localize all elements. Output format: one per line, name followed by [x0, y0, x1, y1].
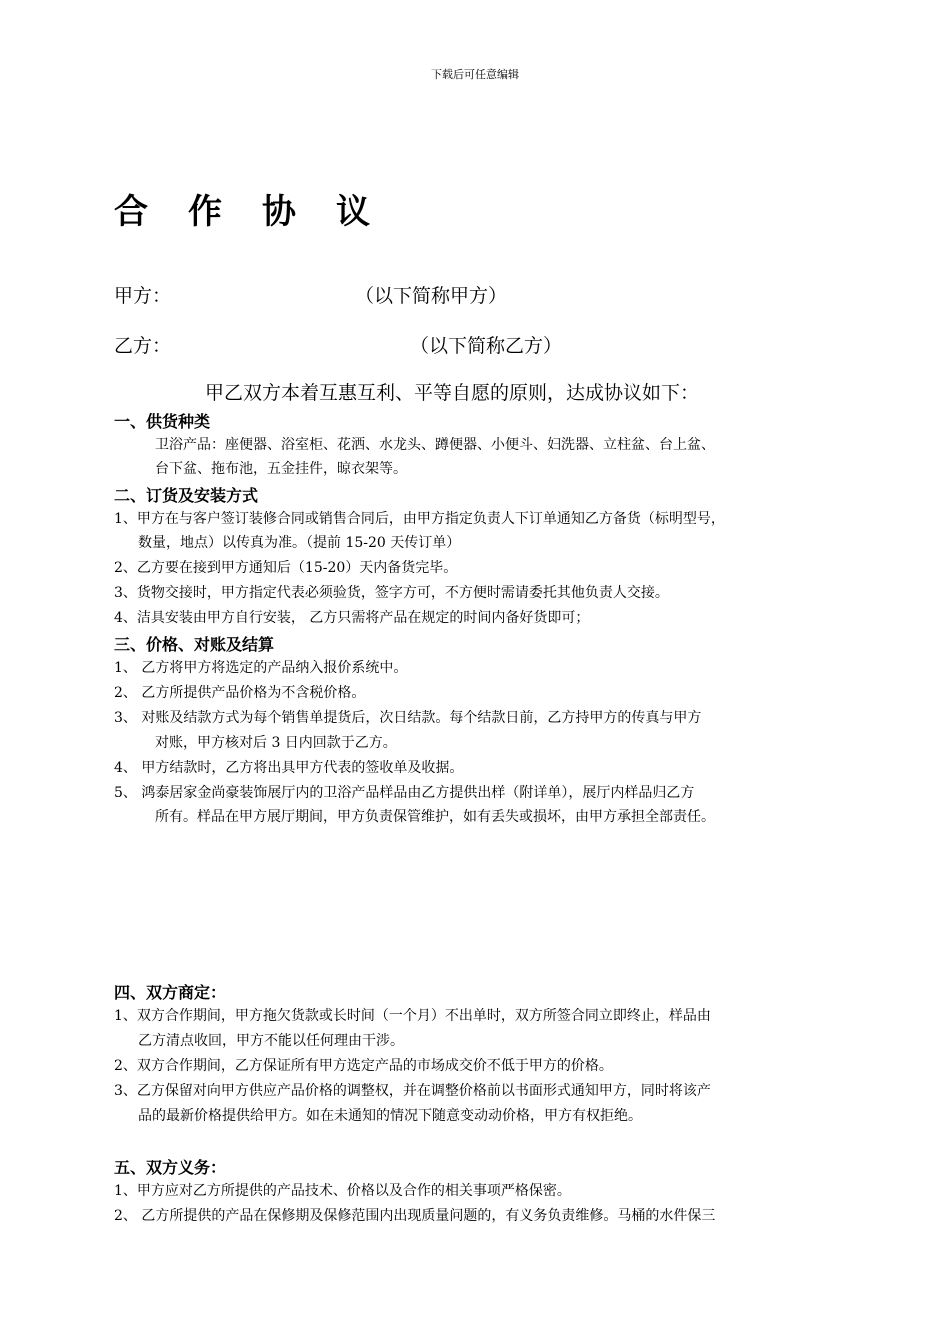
- section-2-line: 4、洁具安装由甲方自行安装， 乙方只需将产品在规定的时间内备好货即可；: [114, 610, 590, 626]
- section-3-line: 3、 对账及结款方式为每个销售单提货后，次日结款。每个结款日前，乙方持甲方的传真与甲方: [114, 710, 702, 726]
- party-a-label: 甲方：: [114, 285, 172, 307]
- section-3-line: 4、 甲方结款时，乙方将出具甲方代表的签收单及收据。: [114, 760, 464, 776]
- section-3-line: 5、 鸿泰居家金尚豪装饰展厅内的卫浴产品样品由乙方提供出样（附详单），展厅内样品归乙方: [114, 785, 695, 801]
- section-5-line: 1、甲方应对乙方所提供的产品技术、价格以及合作的相关事项严格保密。: [114, 1183, 571, 1199]
- header-note: 下载后可任意编辑: [431, 68, 519, 81]
- section-1-line: 台下盆、拖布池，五金挂件，晾衣架等。: [155, 461, 407, 477]
- section-3-line: 1、 乙方将甲方将选定的产品纳入报价系统中。: [114, 660, 408, 676]
- party-b-note: （以下简称乙方）: [410, 335, 563, 357]
- section-3-heading: 三、价格、对账及结算: [114, 635, 275, 654]
- section-1-heading: 一、供货种类: [114, 412, 211, 431]
- section-4-line: 2、双方合作期间，乙方保证所有甲方选定产品的市场成交价不低于甲方的价格。: [114, 1058, 613, 1074]
- section-1-line: 卫浴产品：座便器、浴室柜、花洒、水龙头、蹲便器、小便斗、妇洗器、立柱盆、台上盆、: [155, 437, 715, 453]
- section-2-line: 3、货物交接时，甲方指定代表必须验货，签字方可，不方便时需请委托其他负责人交接。: [114, 585, 669, 601]
- section-2-line: 1、甲方在与客户签订装修合同或销售合同后，由甲方指定负责人下订单通知乙方备货（标明型号，: [114, 511, 725, 527]
- section-4-line: 乙方清点收回，甲方不能以任何理由干涉。: [138, 1033, 404, 1049]
- section-2-line: 2、乙方要在接到甲方通知后（15-20）天内备货完毕。: [114, 560, 458, 576]
- section-2-heading: 二、订货及安装方式: [114, 486, 259, 505]
- party-a-note: （以下简称甲方）: [355, 285, 508, 307]
- section-4-line: 品的最新价格提供给甲方。如在未通知的情况下随意变动动价格，甲方有权拒绝。: [138, 1108, 642, 1124]
- section-5-heading: 五、双方义务：: [114, 1158, 227, 1177]
- section-3-line: 所有。样品在甲方展厅期间，甲方负责保管维护，如有丢失或损坏，由甲方承担全部责任。: [155, 809, 715, 825]
- section-4-line: 3、乙方保留对向甲方供应产品价格的调整权，并在调整价格前以书面形式通知甲方，同时将该产: [114, 1083, 711, 1099]
- party-b-label: 乙方：: [114, 335, 172, 357]
- section-3-line: 2、 乙方所提供产品价格为不含税价格。: [114, 685, 366, 701]
- section-4-heading: 四、双方商定：: [114, 983, 227, 1002]
- section-4-line: 1、双方合作期间，甲方拖欠货款或长时间（一个月）不出单时，双方所签合同立即终止，样品由: [114, 1008, 711, 1024]
- intro-paragraph: 甲乙双方本着互惠互利、平等自愿的原则，达成协议如下：: [205, 382, 700, 404]
- section-5-line: 2、 乙方所提供的产品在保修期及保修范围内出现质量问题的，有义务负责维修。马桶的水件保三: [114, 1208, 716, 1224]
- section-3-line: 对账，甲方核对后 3 日内回款于乙方。: [155, 735, 397, 751]
- document-title: 合作协议: [114, 192, 410, 232]
- section-2-line: 数量，地点）以传真为准。（提前 15-20 天传订单）: [138, 535, 461, 551]
